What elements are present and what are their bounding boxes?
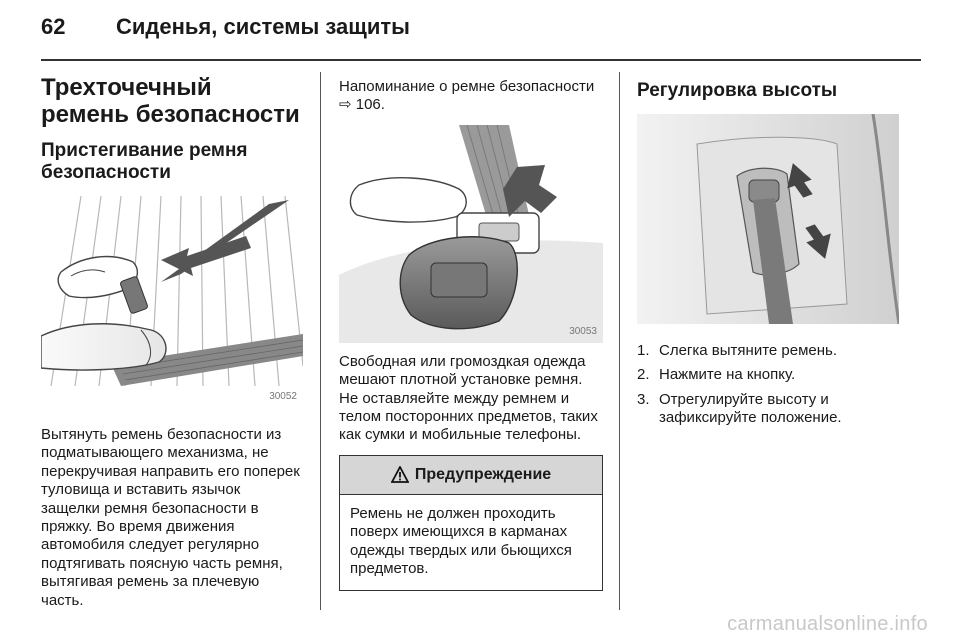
height-adjust-heading: Регулировка высоты [637, 80, 838, 101]
running-title: Сиденья, системы защиты [116, 14, 410, 39]
watermark: carmanualsonline.info [727, 613, 928, 635]
column-divider-2 [619, 72, 620, 610]
figure-number: 30053 [569, 325, 597, 337]
warning-text: Ремень не должен проходить поверх имеющихся в карманах одежды твердых или бьющихся предметов. [350, 504, 572, 578]
column-3 [637, 72, 899, 434]
section-heading: Трехточечный ремень безопасности [41, 74, 300, 128]
subsection-heading: Пристегивание ремня безопасности [41, 140, 248, 183]
step-text: Слегка вытяните ремень. [659, 342, 838, 359]
figure-buckle [339, 125, 603, 343]
clothing-paragraph: Свободная или громоздкая одежда мешают плотной установке ремня. Не оставляейте между ремнем и телом посторонних предметов, таких как сумки и мобильные телефоны. [339, 352, 598, 444]
steps-list [637, 342, 899, 428]
reminder-text: Напоминание о ремне безопасности [339, 78, 595, 95]
page-ref-arrow-icon: ⇨ [339, 96, 352, 114]
step-item [637, 366, 899, 384]
page-number: 62 [41, 14, 66, 39]
step-number: 3. [637, 390, 650, 408]
warning-box [339, 455, 603, 592]
buckle-illustration [339, 125, 603, 343]
figure-fastening-belt [41, 196, 303, 408]
figure-height-adjust [637, 114, 899, 324]
step-text: Нажмите на кнопку. [659, 366, 796, 384]
step-item [637, 391, 899, 428]
belt-fastening-illustration [41, 196, 303, 408]
warning-triangle-icon [391, 466, 409, 483]
figure-number: 30052 [269, 391, 297, 402]
step-number: 2. [637, 366, 650, 384]
reminder-page: 106. [355, 96, 385, 114]
page-header [41, 14, 921, 48]
reminder-paragraph [339, 78, 603, 115]
column-1 [41, 72, 303, 610]
fastening-paragraph: Вытянуть ремень безопасности из подматывающего механизма, не перекручивая направить его поперек туловища и вставить язычок защелки ремня безопасности в пряжку. Во время движения автомобиля следует регулярно подтягивать поясную часть ремня, вытягивая ремень за плечевую часть. [41, 426, 300, 609]
step-item [637, 342, 899, 360]
column-divider-1 [320, 72, 321, 610]
column-2 [339, 72, 603, 591]
step-number: 1. [637, 342, 650, 359]
height-adjuster-illustration [637, 114, 899, 324]
warning-title: Предупреждение [414, 465, 552, 483]
warning-header [340, 456, 602, 495]
step-text: Отрегулируйте высоту и зафиксируйте положение. [659, 390, 842, 427]
header-rule [41, 59, 921, 61]
